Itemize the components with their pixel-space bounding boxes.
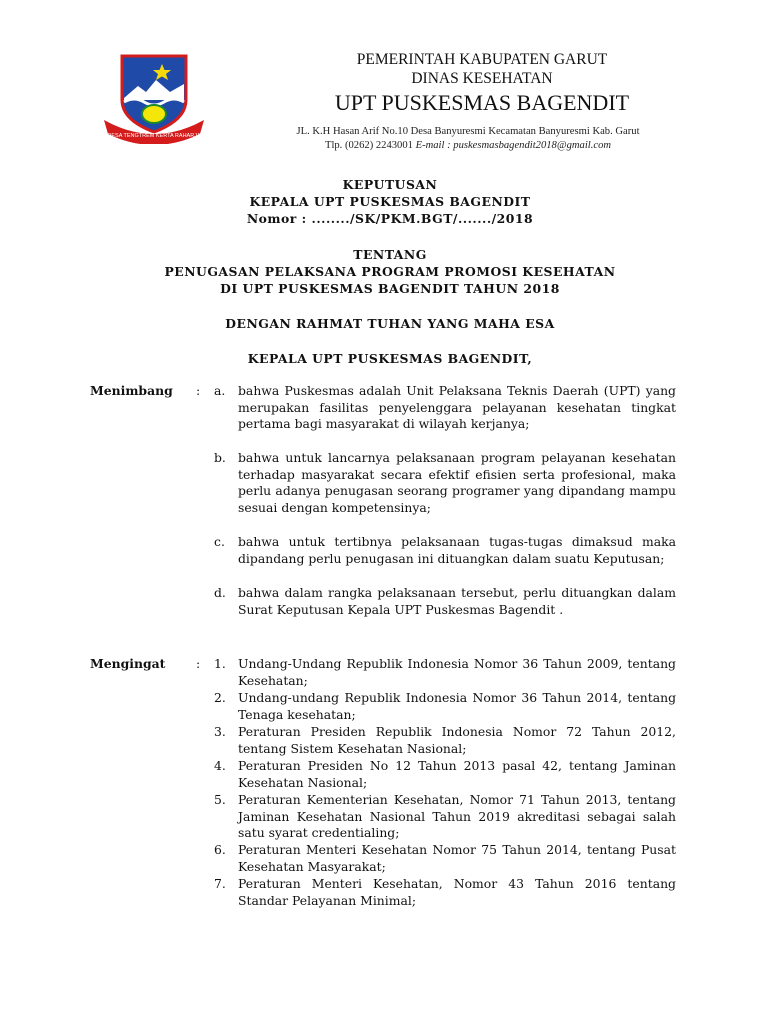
- decree-subject-line2: DI UPT PUSKESMAS BAGENDIT TAHUN 2018: [220, 281, 560, 296]
- mengingat-section: [90, 656, 680, 916]
- address-line: JL. K.H Hasan Arif No.10 Desa Banyuresmi Kecamatan Banyuresmi Kab. Garut: [296, 126, 640, 137]
- mengingat-colon: :: [196, 656, 201, 671]
- menimbang-section: [90, 383, 680, 643]
- list-item: 6. Peraturan Menteri Kesehatan Nomor 75 Tahun 2014, tentang Pusat Kesehatan Masyarakat;: [214, 842, 676, 874]
- list-item: 3. Peraturan Presiden Republik Indonesia Nomor 72 Tahun 2012, tentang Sistem Kesehatan Nasional;: [214, 724, 676, 756]
- logo-motto: DESA TENGTREM KERTA RAHARJA: [107, 133, 201, 139]
- letterhead: [222, 50, 742, 118]
- list-item: 1. Undang-Undang Republik Indonesia Nomor 36 Tahun 2009, tentang Kesehatan;: [214, 656, 676, 688]
- decree-title: KEPUTUSAN: [342, 177, 438, 192]
- decree-subject-line1: PENUGASAN PELAKSANA PROGRAM PROMOSI KESEHATAN: [164, 264, 616, 279]
- list-item: c. bahwa untuk tertibnya pelaksanaan tugas-tugas dimaksud maka dipandang perlu penugasan ini dituangkan dalam suatu Keputusan;: [214, 534, 676, 566]
- menimbang-colon: :: [196, 383, 201, 398]
- blessing-line: DENGAN RAHMAT TUHAN YANG MAHA ESA: [225, 316, 555, 331]
- department-name: DINAS KESEHATAN: [411, 70, 553, 87]
- institution-name: UPT PUSKESMAS BAGENDIT: [334, 90, 630, 115]
- garut-regency-logo-icon: [100, 48, 208, 144]
- about-heading: TENTANG: [353, 247, 427, 262]
- list-item: d. bahwa dalam rangka pelaksanaan tersebut, perlu dituangkan dalam Surat Keputusan Kepala UPT Puskesmas Bagendit .: [214, 585, 676, 617]
- menimbang-label: Menimbang: [90, 383, 173, 398]
- decree-issuer: KEPALA UPT PUSKESMAS BAGENDIT: [249, 194, 531, 209]
- phone-number: Tlp. (0262) 2243001: [324, 140, 413, 151]
- list-item: 7. Peraturan Menteri Kesehatan, Nomor 43 Tahun 2016 tentang Standar Pelayanan Minimal;: [214, 876, 676, 908]
- list-item: b. bahwa untuk lancarnya pelaksanaan program pelayanan kesehatan terhadap masyarakat secara efektif efisien serta profesional, maka perlu adanya penugasan seorang programer yang dipandang mampu sesuai dengan kompetensinya;: [214, 450, 676, 516]
- head-official: KEPALA UPT PUSKESMAS BAGENDIT,: [247, 351, 533, 366]
- email-address: E-mail : puskesmasbagendit2018@gmail.com: [415, 140, 612, 151]
- decree-number: Nomor : ......../SK/PKM.BGT/......./2018: [246, 211, 534, 226]
- list-item: a. bahwa Puskesmas adalah Unit Pelaksana Teknis Daerah (UPT) yang merupakan fasilitas penyelenggara pelayanan kesehatan tingkat pertama bagi masyarakat di wilayah kerjanya;: [214, 383, 676, 432]
- mengingat-label: Mengingat: [90, 656, 166, 671]
- list-item: 4. Peraturan Presiden No 12 Tahun 2013 pasal 42, tentang Jaminan Kesehatan Nasional;: [214, 758, 676, 790]
- government-name: PEMERINTAH KABUPATEN GARUT: [356, 51, 608, 68]
- list-item: 5. Peraturan Kementerian Kesehatan, Nomor 71 Tahun 2013, tentang Jaminan Kesehatan Nasional Tahun 2019 akreditasi sebagai salah satu syarat credentialing;: [214, 792, 676, 841]
- contact-line: [258, 139, 678, 153]
- list-item: 2. Undang-undang Republik Indonesia Nomor 36 Tahun 2014, tentang Tenaga kesehatan;: [214, 690, 676, 722]
